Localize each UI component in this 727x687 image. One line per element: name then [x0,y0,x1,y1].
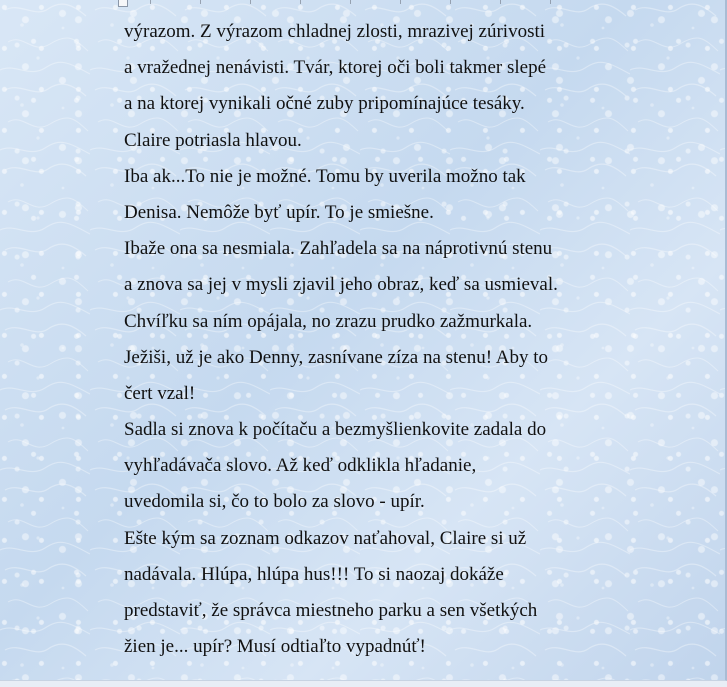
window-bottom-edge [0,681,727,687]
text-line: Iba ak...To nie je možné. Tomu by uverila možno tak [124,165,526,187]
text-line: Ježiši, už je ako Denny, zasnívane zíza na stenu! Aby to [124,346,549,368]
ruler-ticks [150,0,600,4]
document-text[interactable] [124,14,664,665]
text-line: nadávala. Hlúpa, hlúpa hus!!! To si naozaj dokáže [124,563,504,585]
text-line: Denisa. Nemôže byť upír. To je smiešne. [124,201,434,223]
text-line: Ibaže ona sa nesmiala. Zahľadela sa na náprotivnú stenu [124,238,553,260]
text-line: uvedomila si, čo to bolo za slovo - upír. [124,491,425,513]
text-line: Sadla si znova k počítaču a bezmyšlienkovite zadala do [124,419,547,441]
text-line: čert vzal! [124,382,196,404]
text-line: a vražednej nenávisti. Tvár, ktorej oči boli takmer slepé [124,57,547,79]
text-line: Chvíľku sa ním opájala, no zrazu prudko zažmurkala. [124,310,533,332]
ruler-indent-marker[interactable] [118,0,128,7]
text-line: Ešte kým sa zoznam odkazov naťahoval, Claire si už [124,527,527,549]
text-line: a na ktorej vynikali očné zuby pripomínajúce tesáky. [124,93,525,115]
text-line: vyhľadávača slovo. Až keď odklikla hľadanie, [124,455,477,477]
text-line: žien je... upír? Musí odtiaľto vypadnúť! [124,636,426,658]
text-line: a znova sa jej v mysli zjavil jeho obraz, keď sa usmieval. [124,274,558,296]
text-line: Claire potriasla hlavou. [124,129,302,151]
text-line: predstaviť, že správca miestneho parku a sen všetkých [124,600,538,621]
text-line: výrazom. Z výrazom chladnej zlosti, mrazivej zúrivosti [124,21,546,42]
